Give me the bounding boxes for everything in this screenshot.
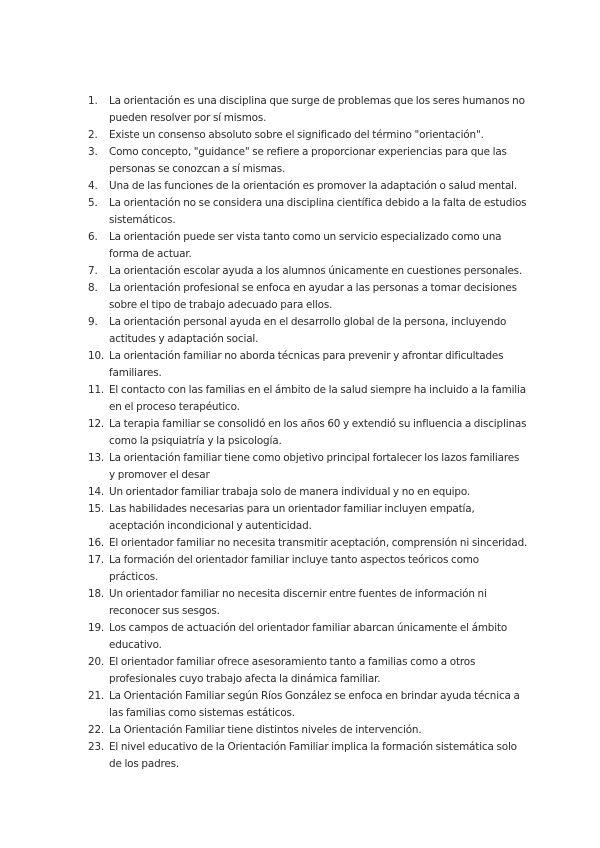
list-item	[88, 501, 528, 535]
list-item	[88, 722, 528, 739]
list-item	[88, 263, 528, 280]
list-item	[88, 382, 528, 416]
item-number: 3.	[88, 146, 98, 158]
item-text: La orientación escolar ayuda a los alumnos únicamente en cuestiones personales.	[109, 265, 523, 277]
list-item	[88, 688, 528, 722]
item-number: 20.	[88, 656, 105, 668]
item-text: Las habilidades necesarias para un orientador familiar incluyen empatía, aceptación incondicional y autenticidad.	[109, 503, 475, 532]
item-number: 2.	[88, 129, 98, 141]
item-number: 11.	[88, 384, 105, 396]
item-text: La Orientación Familiar según Ríos González se enfoca en brindar ayuda técnica a las familias como sistemas estáticos.	[109, 690, 520, 719]
item-text: La orientación es una disciplina que surge de problemas que los seres humanos no pueden resolver por sí mismos.	[109, 95, 525, 124]
list-item	[88, 93, 528, 127]
item-number: 19.	[88, 622, 105, 634]
list-item	[88, 314, 528, 348]
list-item	[88, 127, 528, 144]
list-item	[88, 229, 528, 263]
list-item	[88, 450, 528, 484]
item-text: Existe un consenso absoluto sobre el significado del término "orientación".	[109, 129, 484, 141]
item-text: La orientación familiar no aborda técnicas para prevenir y afrontar dificultades familiares.	[109, 350, 504, 379]
list-item	[88, 348, 528, 382]
item-text: La terapia familiar se consolidó en los años 60 y extendió su influencia a disciplinas como la psiquiatría y la psicología.	[109, 418, 527, 447]
item-number: 14.	[88, 486, 105, 498]
list-item	[88, 144, 528, 178]
item-number: 13.	[88, 452, 105, 464]
item-text: El orientador familiar no necesita transmitir aceptación, comprensión ni sinceridad.	[109, 537, 528, 549]
list-item	[88, 416, 528, 450]
item-number: 17.	[88, 554, 105, 566]
item-number: 9.	[88, 316, 98, 328]
item-number: 1.	[88, 95, 98, 107]
list-item	[88, 195, 528, 229]
item-text: Los campos de actuación del orientador familiar abarcan únicamente el ámbito educativo.	[109, 622, 508, 651]
item-text: Un orientador familiar trabaja solo de manera individual y no en equipo.	[109, 486, 470, 498]
list-item	[88, 586, 528, 620]
item-text: La orientación personal ayuda en el desarrollo global de la persona, incluyendo actitudes y adaptación social.	[109, 316, 507, 345]
item-number: 18.	[88, 588, 105, 600]
list-item	[88, 739, 528, 773]
list-item	[88, 654, 528, 688]
item-text: El nivel educativo de la Orientación Familiar implica la formación sistemática solo de los padres.	[109, 741, 517, 770]
item-text: La Orientación Familiar tiene distintos niveles de intervención.	[109, 724, 422, 736]
item-number: 5.	[88, 197, 98, 209]
item-text: La orientación puede ser vista tanto como un servicio especializado como una forma de actuar.	[109, 231, 502, 260]
item-number: 10.	[88, 350, 105, 362]
item-number: 7.	[88, 265, 98, 277]
item-text: El orientador familiar ofrece asesoramiento tanto a familias como a otros profesionales cuyo trabajo afecta la dinámica familiar.	[109, 656, 476, 685]
item-text: La orientación profesional se enfoca en ayudar a las personas a tomar decisiones sobre el tipo de trabajo adecuado para ellos.	[109, 282, 517, 311]
list-item	[88, 484, 528, 501]
item-text: Una de las funciones de la orientación es promover la adaptación o salud mental.	[109, 180, 518, 192]
item-number: 6.	[88, 231, 98, 243]
list-item	[88, 552, 528, 586]
item-number: 8.	[88, 282, 98, 294]
item-number: 12.	[88, 418, 105, 430]
item-number: 16.	[88, 537, 105, 549]
item-text: La orientación no se considera una disciplina científica debido a la falta de estudios sistemáticos.	[109, 197, 527, 226]
item-text: Un orientador familiar no necesita discernir entre fuentes de información ni reconocer sus sesgos.	[109, 588, 487, 617]
item-number: 21.	[88, 690, 105, 702]
item-number: 4.	[88, 180, 98, 192]
list-item	[88, 178, 528, 195]
item-number: 22.	[88, 724, 105, 736]
item-text: Como concepto, "guidance" se refiere a proporcionar experiencias para que las personas se conozcan a sí mismas.	[109, 146, 507, 175]
list-item	[88, 620, 528, 654]
item-text: La formación del orientador familiar incluye tanto aspectos teóricos como prácticos.	[109, 554, 479, 583]
item-number: 15.	[88, 503, 105, 515]
item-number: 23.	[88, 741, 105, 753]
item-text: El contacto con las familias en el ámbito de la salud siempre ha incluido a la familia en el proceso terapéutico.	[109, 384, 526, 413]
list-item	[88, 535, 528, 552]
statement-list	[88, 93, 528, 773]
list-item	[88, 280, 528, 314]
item-text: La orientación familiar tiene como objetivo principal fortalecer los lazos familiares y promover el desar	[109, 452, 520, 481]
